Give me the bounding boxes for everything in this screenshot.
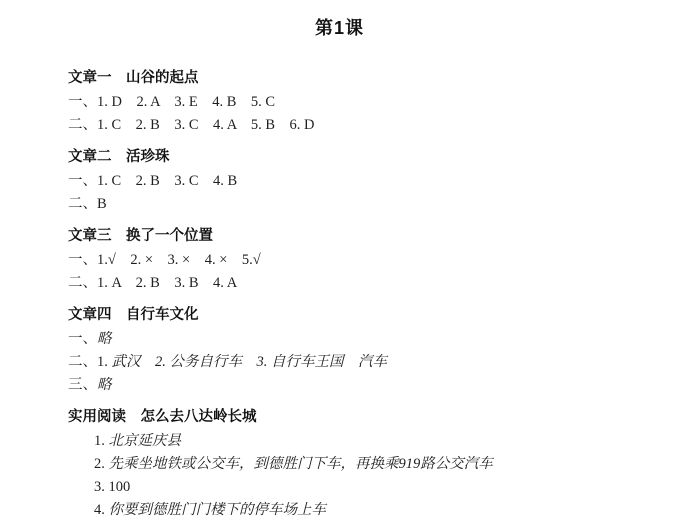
answer-line [68,328,659,351]
answer-text: 一、1.√ 2. × 3. × 4. × 5.√ [68,252,261,268]
answer-line [68,114,659,137]
answer-text: 三、 [68,377,97,393]
section-article-4 [68,304,659,397]
answer-line [68,249,659,272]
answer-text: 3. 100 [94,479,131,495]
answer-written-text: 北京延庆县 [108,433,181,449]
answer-text: 1. [94,433,109,449]
answer-line [94,430,659,453]
answer-line [94,453,659,476]
section-article-3 [68,225,659,295]
section-heading: 文章一 山谷的起点 [68,70,199,86]
section-practical-reading [68,406,659,522]
answer-text: 4. [94,502,109,518]
section-article-2 [68,146,659,216]
answer-written-text: 武汉 2. 公务自行车 3. 自行车王国 汽车 [111,354,387,370]
answer-written-text: 先乘坐地铁或公交车，到德胜门下车，再换乘919路公交汽车 [108,456,493,472]
answer-text: 2. [94,456,109,472]
answer-text: 二、1. A 2. B 3. B 4. A [68,275,238,291]
section-heading: 文章三 换了一个位置 [68,228,213,244]
answer-text: 二、1. C 2. B 3. C 4. A 5. B 6. D [68,117,315,133]
answer-text: 一、1. D 2. A 3. E 4. B 5. C [68,94,276,110]
answer-line [68,272,659,295]
answer-text: 二、B [68,196,107,212]
page-content [68,40,659,522]
answer-written-text: 你要到德胜门门楼下的停车场上车 [108,502,326,518]
answer-line [68,374,659,397]
answer-line [68,91,659,114]
answer-line [94,499,659,522]
answer-text: 一、1. C 2. B 3. C 4. B [68,173,238,189]
section-heading: 文章二 活珍珠 [68,149,170,165]
answer-text: 二、1. [68,354,112,370]
lesson-title: 第1课 [314,18,364,38]
answer-line [68,193,659,216]
answer-written-text: 略 [97,377,112,393]
section-article-1 [68,67,659,137]
answer-text: 一、 [68,331,97,347]
answer-written-text: 略 [97,331,112,347]
answer-line [68,170,659,193]
section-heading: 文章四 自行车文化 [68,307,199,323]
section-heading: 实用阅读 怎么去八达岭长城 [68,409,257,425]
answer-line [94,476,659,499]
answer-line [68,351,659,374]
